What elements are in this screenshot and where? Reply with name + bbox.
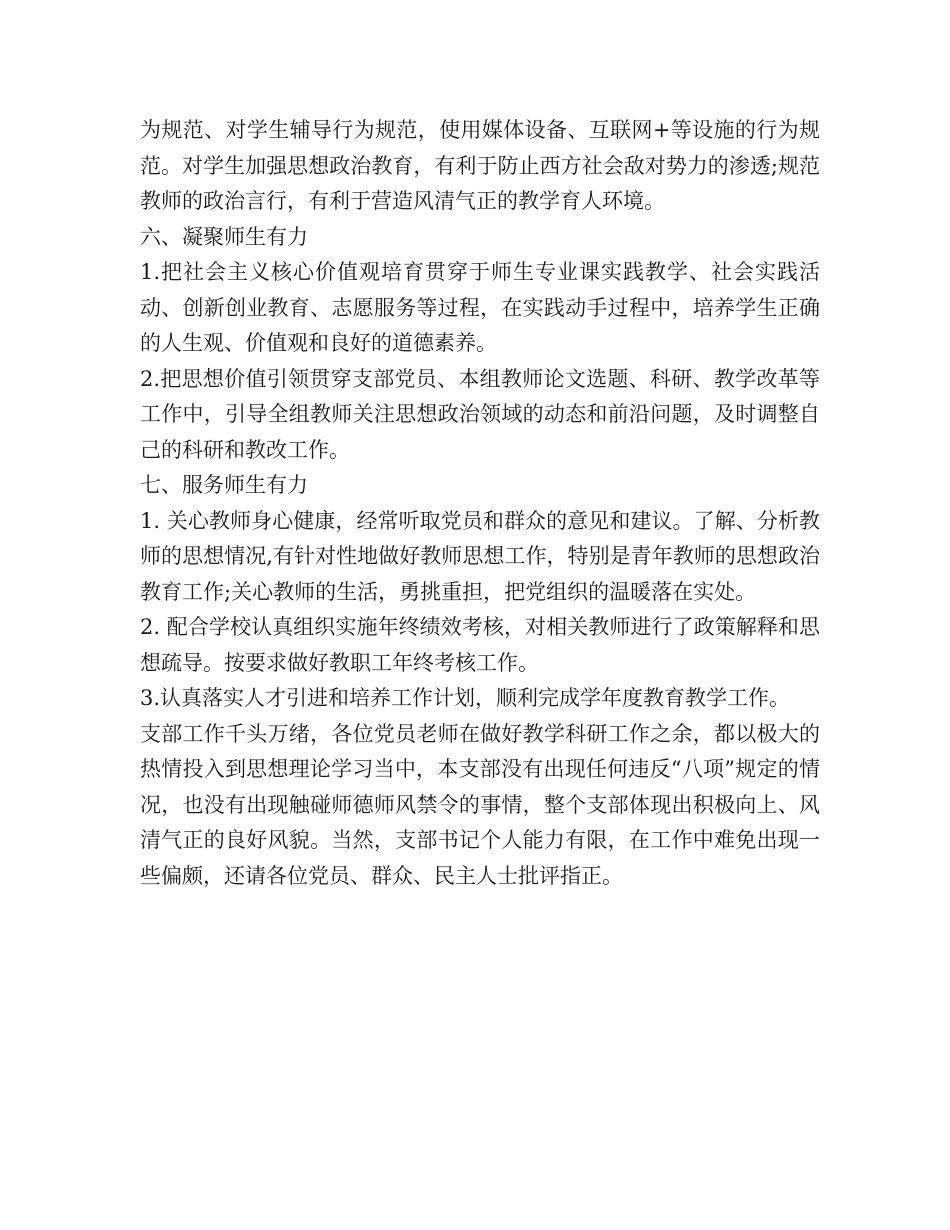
- list-item-7-3: 3.认真落实人才引进和培养工作计划，顺利完成学年度教育教学工作。: [140, 686, 791, 710]
- list-item-7-2: 2. 配合学校认真组织实施年终绩效考核，对相关教师进行了政策解释和思想疏导。按要求做好教职工年终考核工作。: [140, 615, 820, 675]
- list-item-6-2: 2.把思想价值引领贯穿支部党员、本组教师论文选题、科研、教学改革等工作中，引导全组教师关注思想政治领域的动态和前沿问题，及时调整自己的科研和教改工作。: [140, 366, 820, 462]
- section-heading-six: 六、凝聚师生有力: [140, 224, 308, 249]
- closing-paragraph: 支部工作千头万绪，各位党员老师在做好教学科研工作之余，都以极大的热情投入到思想理论学习当中，本支部没有出现任何违反“八项”规定的情况，也没有出现触碰师德师风禁令的事情，整个支部体现出积极向上、风清气正的良好风貌。当然，支部书记个人能力有限，在工作中难免出现一些偏颇，还请各位党员、群众、民主人士批评指正。: [140, 721, 820, 888]
- paragraph-continuation: 为规范、对学生辅导行为规范，使用媒体设备、互联网+等设施的行为规范。对学生加强思想政治教育，有利于防止西方社会敌对势力的渗透;规范教师的政治言行，有利于营造风清气正的教学育人环境。: [140, 118, 820, 213]
- document-body: [140, 113, 820, 894]
- section-heading-seven: 七、服务师生有力: [140, 473, 308, 497]
- list-item-6-1: 1.把社会主义核心价值观培育贯穿于师生专业课实践教学、社会实践活动、创新创业教育、志愿服务等过程，在实践动手过程中，培养学生正确的人生观、价值观和良好的道德素养。: [140, 260, 820, 355]
- list-item-7-1: 1. 关心教师身心健康，经常听取党员和群众的意见和建议。了解、分析教师的思想情况,有针对性地做好教师思想工作，特别是青年教师的思想政治教育工作;关心教师的生活，勇挑重担，把党组织的温暖落在实处。: [140, 508, 820, 604]
